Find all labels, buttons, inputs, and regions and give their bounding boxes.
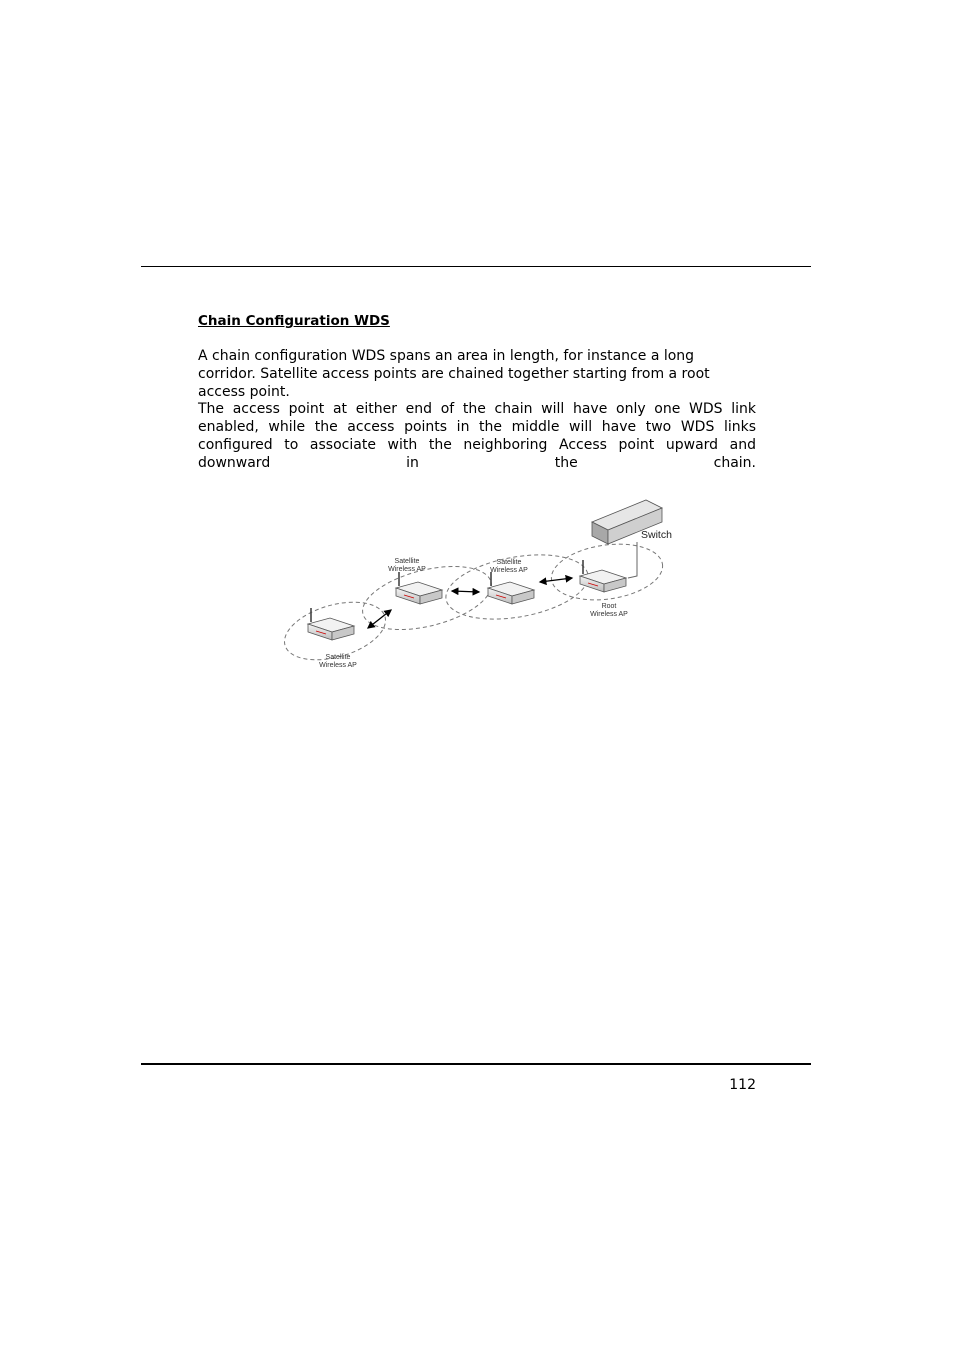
header-rule <box>141 266 811 267</box>
wds-link-arrow-3 <box>540 578 572 582</box>
ap-label-line2: Wireless AP <box>388 566 426 573</box>
section-heading: Chain Configuration WDS <box>198 313 390 329</box>
footer-rule <box>141 1063 811 1065</box>
satellite-ap-icon-3 <box>488 572 534 604</box>
ap-label-line2: Wireless AP <box>319 662 357 669</box>
satellite-ap-icon-2 <box>396 572 442 604</box>
wds-link-arrow-1 <box>368 610 391 628</box>
ap-label-line1: Root <box>601 603 617 610</box>
chain-wds-diagram <box>280 494 680 676</box>
switch-label: Switch <box>641 529 672 541</box>
paragraph-detail: The access point at either end of the chain will have only one WDS link enabled, while the access points in the middle will have two WDS links configured to associate with the neighboring Access point upward and downward in the chain. <box>198 401 756 471</box>
ap-label-line2: Wireless AP <box>590 611 628 618</box>
wds-link-arrow-2 <box>452 591 479 592</box>
ap-label-line1: Satellite <box>325 654 351 661</box>
page-number: 112 <box>729 1077 756 1093</box>
switch-cable <box>628 542 637 578</box>
root-ap-icon <box>580 560 626 592</box>
satellite-ap-icon-1 <box>308 608 354 640</box>
ap-label-line1: Satellite <box>496 559 522 566</box>
ap-label-line2: Wireless AP <box>490 567 528 574</box>
ap-label-line1: Satellite <box>394 558 420 565</box>
paragraph-intro: A chain configuration WDS spans an area in length, for instance a long corridor. Satellite access points are chained together starting from a root access point. <box>198 348 710 400</box>
